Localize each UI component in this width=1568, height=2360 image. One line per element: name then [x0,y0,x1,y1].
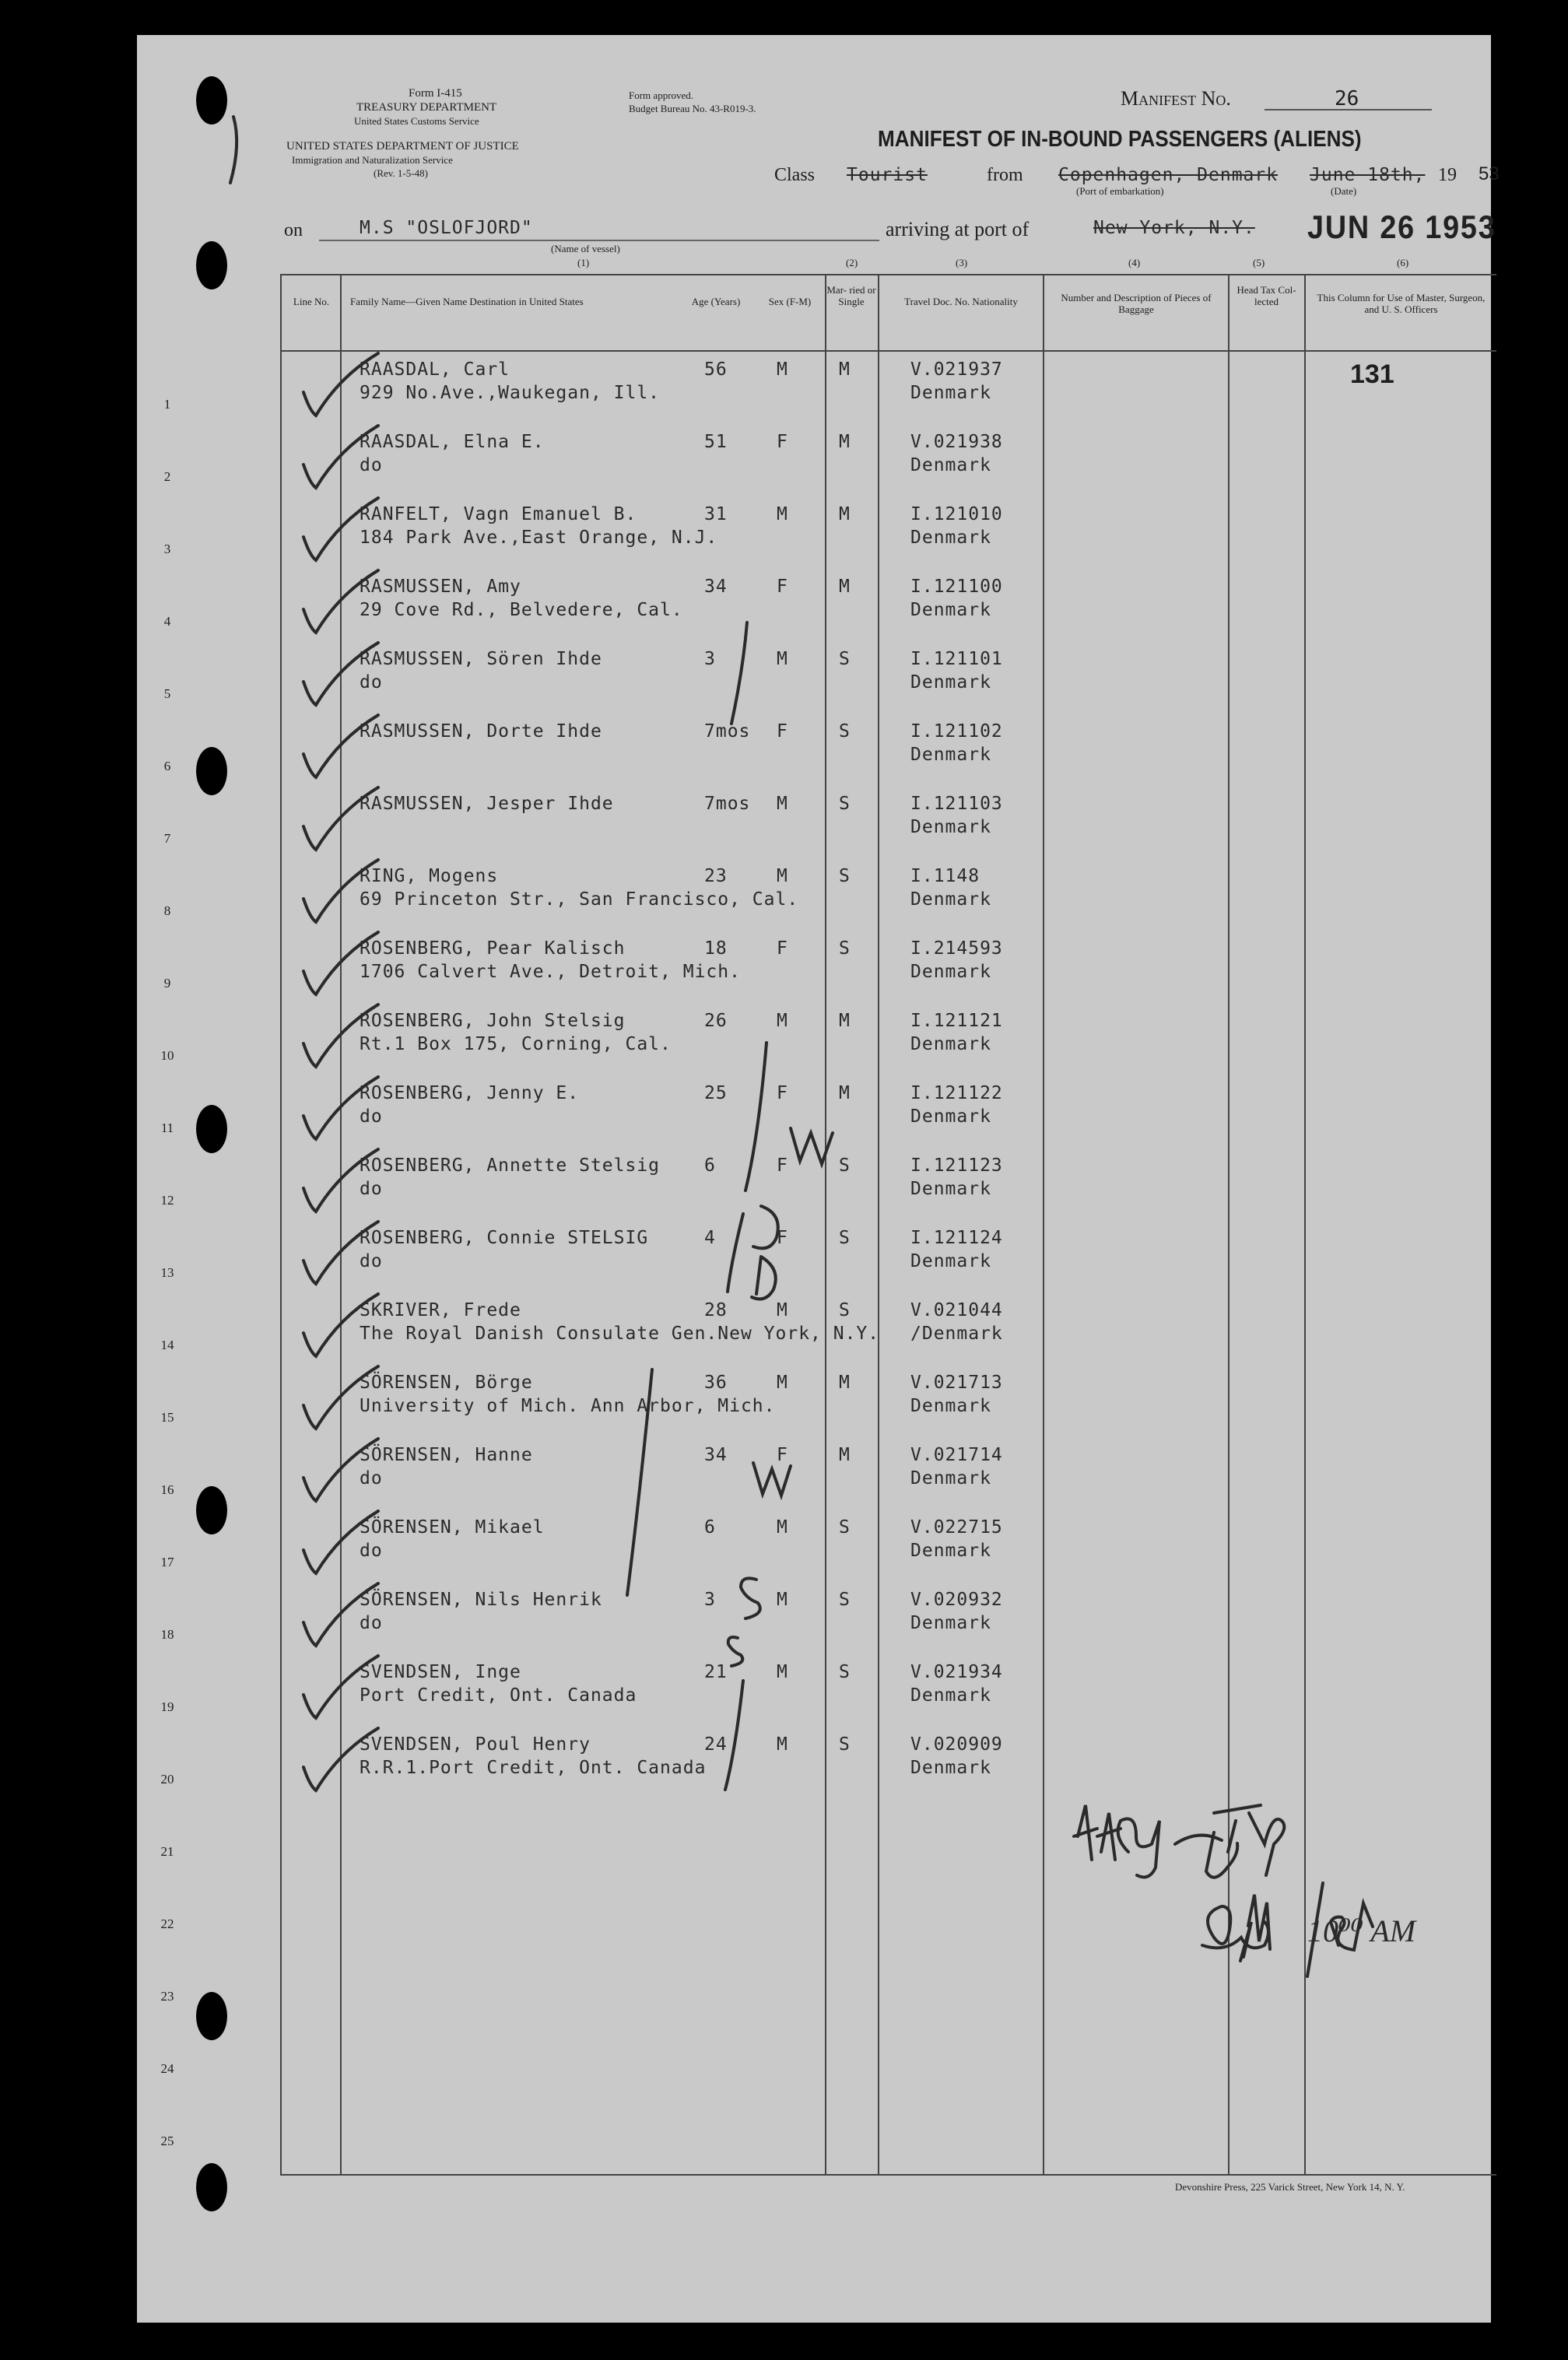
passenger-name: RASMUSSEN, Jesper Ihde [360,794,614,814]
header-travel-doc: Travel Doc. No. Nationality [904,296,1018,307]
passenger-marital-status: M [839,577,851,597]
line-number: 22 [160,1916,174,1931]
manifest-no-value: 26 [1335,87,1359,110]
nationality: Denmark [910,455,991,475]
check-mark [303,643,378,705]
passenger-marital-status: S [839,1228,851,1248]
travel-doc-number: I.121121 [910,1011,1003,1031]
line-number: 8 [163,903,171,918]
passenger-sex: M [777,359,788,380]
line-number: 4 [163,614,171,629]
passenger-sex: M [777,1300,788,1320]
line-number: 21 [160,1844,174,1859]
printer-imprint: Devonshire Press, 225 Varick Street, New York 14, N. Y. [1175,2181,1405,2193]
header-officers: This Column for Use of Master, Surgeon, and U. S. Officers [1317,292,1486,315]
travel-doc-number: I.121123 [910,1155,1003,1176]
passenger-age: 34 [704,1445,728,1465]
class-label: Class [774,165,816,185]
customs-service: United States Customs Service [354,115,479,127]
passenger-age: 3 [704,649,716,669]
check-mark [303,932,378,994]
passenger-age: 51 [704,432,728,452]
arrival-stamp: JUN 26 1953 [1307,209,1496,245]
travel-doc-number: I.1148 [910,866,980,886]
nationality: Denmark [910,1396,991,1416]
passenger-marital-status: S [839,1590,851,1610]
passenger-destination: 184 Park Ave.,East Orange, N.J. [360,528,718,548]
check-mark [303,1439,378,1501]
passenger-destination: do [360,1251,383,1271]
passenger-age: 6 [704,1517,716,1538]
passenger-age: 4 [704,1228,716,1248]
col-num-5: (5) [1253,257,1265,268]
vessel-caption: (Name of vessel) [551,243,620,254]
from-label: from [987,165,1023,185]
line-number: 25 [160,2134,174,2148]
passenger-name: SÖRENSEN, Börge [360,1373,533,1393]
manifest-no-label: Manifest No. [1121,87,1231,110]
passenger-destination: do [360,1106,383,1127]
travel-doc-number: V.021713 [910,1373,1003,1393]
travel-doc-number: I.121100 [910,577,1003,597]
passenger-sex: F [777,577,788,597]
year-prefix: 19 [1438,165,1457,185]
check-mark [303,860,378,922]
line-number: 10 [160,1048,174,1063]
passenger-age: 31 [704,504,728,524]
passenger-destination: 1706 Calvert Ave., Detroit, Mich. [360,962,741,982]
line-number: 3 [163,542,171,556]
passenger-name: RASMUSSEN, Amy [360,577,521,597]
col-num-3: (3) [956,257,968,268]
passenger-destination: R.R.1.Port Credit, Ont. Canada [360,1758,707,1778]
date-caption: (Date) [1331,185,1357,197]
treasury-dept: TREASURY DEPARTMENT [356,101,497,114]
header-sex: Sex (F-M) [768,296,812,307]
line-number: 14 [160,1338,174,1352]
passenger-name: SÖRENSEN, Nils Henrik [360,1590,602,1610]
nationality: Denmark [910,1541,991,1561]
passenger-marital-status: S [839,1517,851,1538]
nationality: Denmark [910,383,991,403]
passenger-age: 7mos [704,721,751,742]
line-number: 6 [163,759,171,773]
arrival-port: New York, N.Y. [1093,218,1255,238]
passenger-sex: F [777,721,788,742]
port-embark-caption: (Port of embarkation) [1076,185,1164,197]
passenger-destination: 69 Princeton Str., San Francisco, Cal. [360,889,799,910]
passenger-destination: do [360,455,383,475]
arriving-label: arriving at port of [886,218,1030,240]
passenger-age: 56 [704,359,728,380]
nationality: Denmark [910,1613,991,1633]
on-label: on [284,220,303,240]
passenger-name: ROSENBERG, John Stelsig [360,1011,626,1031]
passenger-destination: University of Mich. Ann Arbor, Mich. [360,1396,776,1416]
passenger-name: SÖRENSEN, Mikael [360,1517,545,1538]
passenger-age: 3 [704,1590,716,1610]
check-mark [303,1366,378,1429]
passenger-age: 26 [704,1011,728,1031]
passenger-destination: do [360,1541,383,1561]
travel-doc-number: V.021937 [910,359,1003,380]
nationality: Denmark [910,672,991,693]
header-line-no: Line No. [293,296,330,307]
check-mark [303,1511,378,1573]
nationality: Denmark [910,600,991,620]
passenger-marital-status: M [839,359,851,380]
passenger-name: RAASDAL, Carl [360,359,510,380]
nationality: Denmark [910,1106,991,1127]
passenger-sex: F [777,938,788,959]
nationality: Denmark [910,1758,991,1778]
travel-doc-number: V.021044 [910,1300,1003,1320]
travel-doc-number: V.021714 [910,1445,1003,1465]
check-mark [303,426,378,488]
line-number: 15 [160,1410,174,1425]
line-number: 19 [160,1699,174,1714]
nationality: /Denmark [910,1324,1003,1344]
passenger-marital-status: S [839,721,851,742]
passenger-destination: do [360,1468,383,1489]
passenger-name: ROSENBERG, Connie STELSIG [360,1228,649,1248]
nationality: Denmark [910,745,991,765]
passenger-sex: M [777,1590,788,1610]
passenger-name: RASMUSSEN, Sören Ihde [360,649,602,669]
passenger-marital-status: S [839,938,851,959]
passenger-name: ROSENBERG, Jenny E. [360,1083,580,1103]
check-mark [303,570,378,633]
passenger-destination: do [360,1613,383,1633]
passenger-sex: M [777,866,788,886]
line-number: 20 [160,1772,174,1787]
nationality: Denmark [910,962,991,982]
passenger-sex: F [777,1083,788,1103]
passenger-sex: M [777,1517,788,1538]
handwritten-time: 10⁰⁰ AM [1307,1913,1416,1948]
passenger-name: ROSENBERG, Annette Stelsig [360,1155,661,1176]
passenger-age: 23 [704,866,728,886]
passenger-destination: do [360,672,383,693]
passenger-sex: M [777,504,788,524]
passenger-marital-status: M [839,1373,851,1393]
passenger-marital-status: M [839,432,851,452]
col-num-2: (2) [846,257,858,268]
passenger-sex: M [777,1011,788,1031]
check-mark [303,353,378,416]
passenger-marital-status: M [839,1011,851,1031]
passenger-name: SKRIVER, Frede [360,1300,521,1320]
passenger-name: SVENDSEN, Poul Henry [360,1734,591,1755]
passenger-sex: M [777,649,788,669]
check-mark [303,1583,378,1646]
passenger-marital-status: S [839,1662,851,1682]
line-number: 2 [163,469,171,484]
passenger-name: ROSENBERG, Pear Kalisch [360,938,626,959]
passenger-marital-status: S [839,1155,851,1176]
passenger-marital-status: M [839,1445,851,1465]
line-number: 5 [163,686,171,701]
passenger-destination: 29 Cove Rd., Belvedere, Cal. [360,600,683,620]
check-mark [303,1077,378,1139]
line-number: 9 [163,976,171,991]
travel-doc-number: I.121010 [910,504,1003,524]
travel-doc-number: V.022715 [910,1517,1003,1538]
travel-doc-number: V.020932 [910,1590,1003,1610]
passenger-age: 7mos [704,794,751,814]
passenger-sex: M [777,1662,788,1682]
passenger-sex: M [777,1734,788,1755]
passenger-age: 24 [704,1734,728,1755]
revision-date: (Rev. 1-5-48) [374,167,428,179]
passenger-sex: F [777,1228,788,1248]
nationality: Denmark [910,1685,991,1706]
check-mark [303,1222,378,1284]
passenger-marital-status: S [839,1300,851,1320]
col-num-6: (6) [1397,257,1409,268]
passenger-age: 34 [704,577,728,597]
check-mark [303,1005,378,1067]
passenger-destination: The Royal Danish Consulate Gen.New York, N.Y. [360,1324,880,1344]
nationality: Denmark [910,528,991,548]
check-mark [303,787,378,850]
travel-doc-number: I.121102 [910,721,1003,742]
line-number: 1 [163,397,171,412]
nationality: Denmark [910,1034,991,1054]
nationality: Denmark [910,1251,991,1271]
line-number: 18 [160,1627,174,1642]
departure-date: June 18th, [1310,165,1426,185]
nationality: Denmark [910,889,991,910]
check-mark [303,1728,378,1790]
passenger-name: RAASDAL, Elna E. [360,432,545,452]
header-name: Family Name—Given Name Destination in United States [350,296,584,307]
header-married: Mar- ried or Single [826,284,876,307]
line-number: 7 [163,831,171,846]
budget-bureau: Budget Bureau No. 43-R019-3. [629,103,756,114]
travel-doc-number: I.121122 [910,1083,1003,1103]
passenger-sex: M [777,794,788,814]
vessel-name: M.S "OSLOFJORD" [360,218,533,238]
passenger-destination: Port Credit, Ont. Canada [360,1685,637,1706]
header-age: Age (Years) [691,296,741,307]
nationality: Denmark [910,817,991,837]
line-number: 23 [160,1989,174,2004]
passenger-sex: F [777,1155,788,1176]
col-num-4: (4) [1128,257,1141,268]
passenger-name: RASMUSSEN, Dorte Ihde [360,721,602,742]
line-number: 24 [160,2061,174,2076]
passenger-age: 36 [704,1373,728,1393]
check-mark [303,1656,378,1718]
passenger-age: 21 [704,1662,728,1682]
passenger-age: 28 [704,1300,728,1320]
travel-doc-number: V.021938 [910,432,1003,452]
ins-service: Immigration and Naturalization Service [292,154,453,166]
passenger-name: SÖRENSEN, Hanne [360,1445,533,1465]
nationality: Denmark [910,1179,991,1199]
port-of-embarkation: Copenhagen, Denmark [1058,165,1279,185]
travel-doc-number: I.121124 [910,1228,1003,1248]
passenger-age: 6 [704,1155,716,1176]
line-number: 16 [160,1482,174,1497]
check-mark [303,498,378,560]
passenger-marital-status: S [839,794,851,814]
passenger-name: RING, Mogens [360,866,499,886]
passenger-destination: Rt.1 Box 175, Corning, Cal. [360,1034,672,1054]
form-number: Form I-415 [409,87,462,100]
line-number: 13 [160,1265,174,1280]
justice-dept: UNITED STATES DEPARTMENT OF JUSTICE [286,140,519,153]
check-mark [303,1294,378,1356]
officer-number: 131 [1350,359,1394,389]
passenger-age: 25 [704,1083,728,1103]
passenger-name: RANFELT, Vagn Emanuel B. [360,504,637,524]
nationality: Denmark [910,1468,991,1489]
passenger-marital-status: S [839,866,851,886]
passenger-sex: M [777,1373,788,1393]
passenger-marital-status: M [839,1083,851,1103]
check-mark [303,1149,378,1212]
form-approved: Form approved. [629,89,694,101]
travel-doc-number: V.020909 [910,1734,1003,1755]
line-number: 12 [160,1193,174,1208]
travel-doc-number: I.121101 [910,649,1003,669]
year-suffix: 53 [1479,163,1500,184]
line-number: 11 [160,1120,174,1135]
passenger-name: SVENDSEN, Inge [360,1662,521,1682]
header-head-tax: Head Tax Col- lected [1237,284,1296,307]
travel-doc-number: V.021934 [910,1662,1003,1682]
col-num-1: (1) [577,257,590,268]
passenger-sex: F [777,432,788,452]
class-value: Tourist [847,165,928,185]
passenger-marital-status: S [839,649,851,669]
passenger-destination: 929 No.Ave.,Waukegan, Ill. [360,383,661,403]
passenger-marital-status: M [839,504,851,524]
passenger-age: 18 [704,938,728,959]
passenger-sex: F [777,1445,788,1465]
check-mark [303,715,378,777]
travel-doc-number: I.214593 [910,938,1003,959]
passenger-destination: do [360,1179,383,1199]
line-number: 17 [160,1555,174,1569]
header-baggage: Number and Description of Pieces of Baggage [1061,292,1212,315]
manifest-title: MANIFEST OF IN-BOUND PASSENGERS (ALIENS) [878,127,1362,152]
passenger-marital-status: S [839,1734,851,1755]
travel-doc-number: I.121103 [910,794,1003,814]
